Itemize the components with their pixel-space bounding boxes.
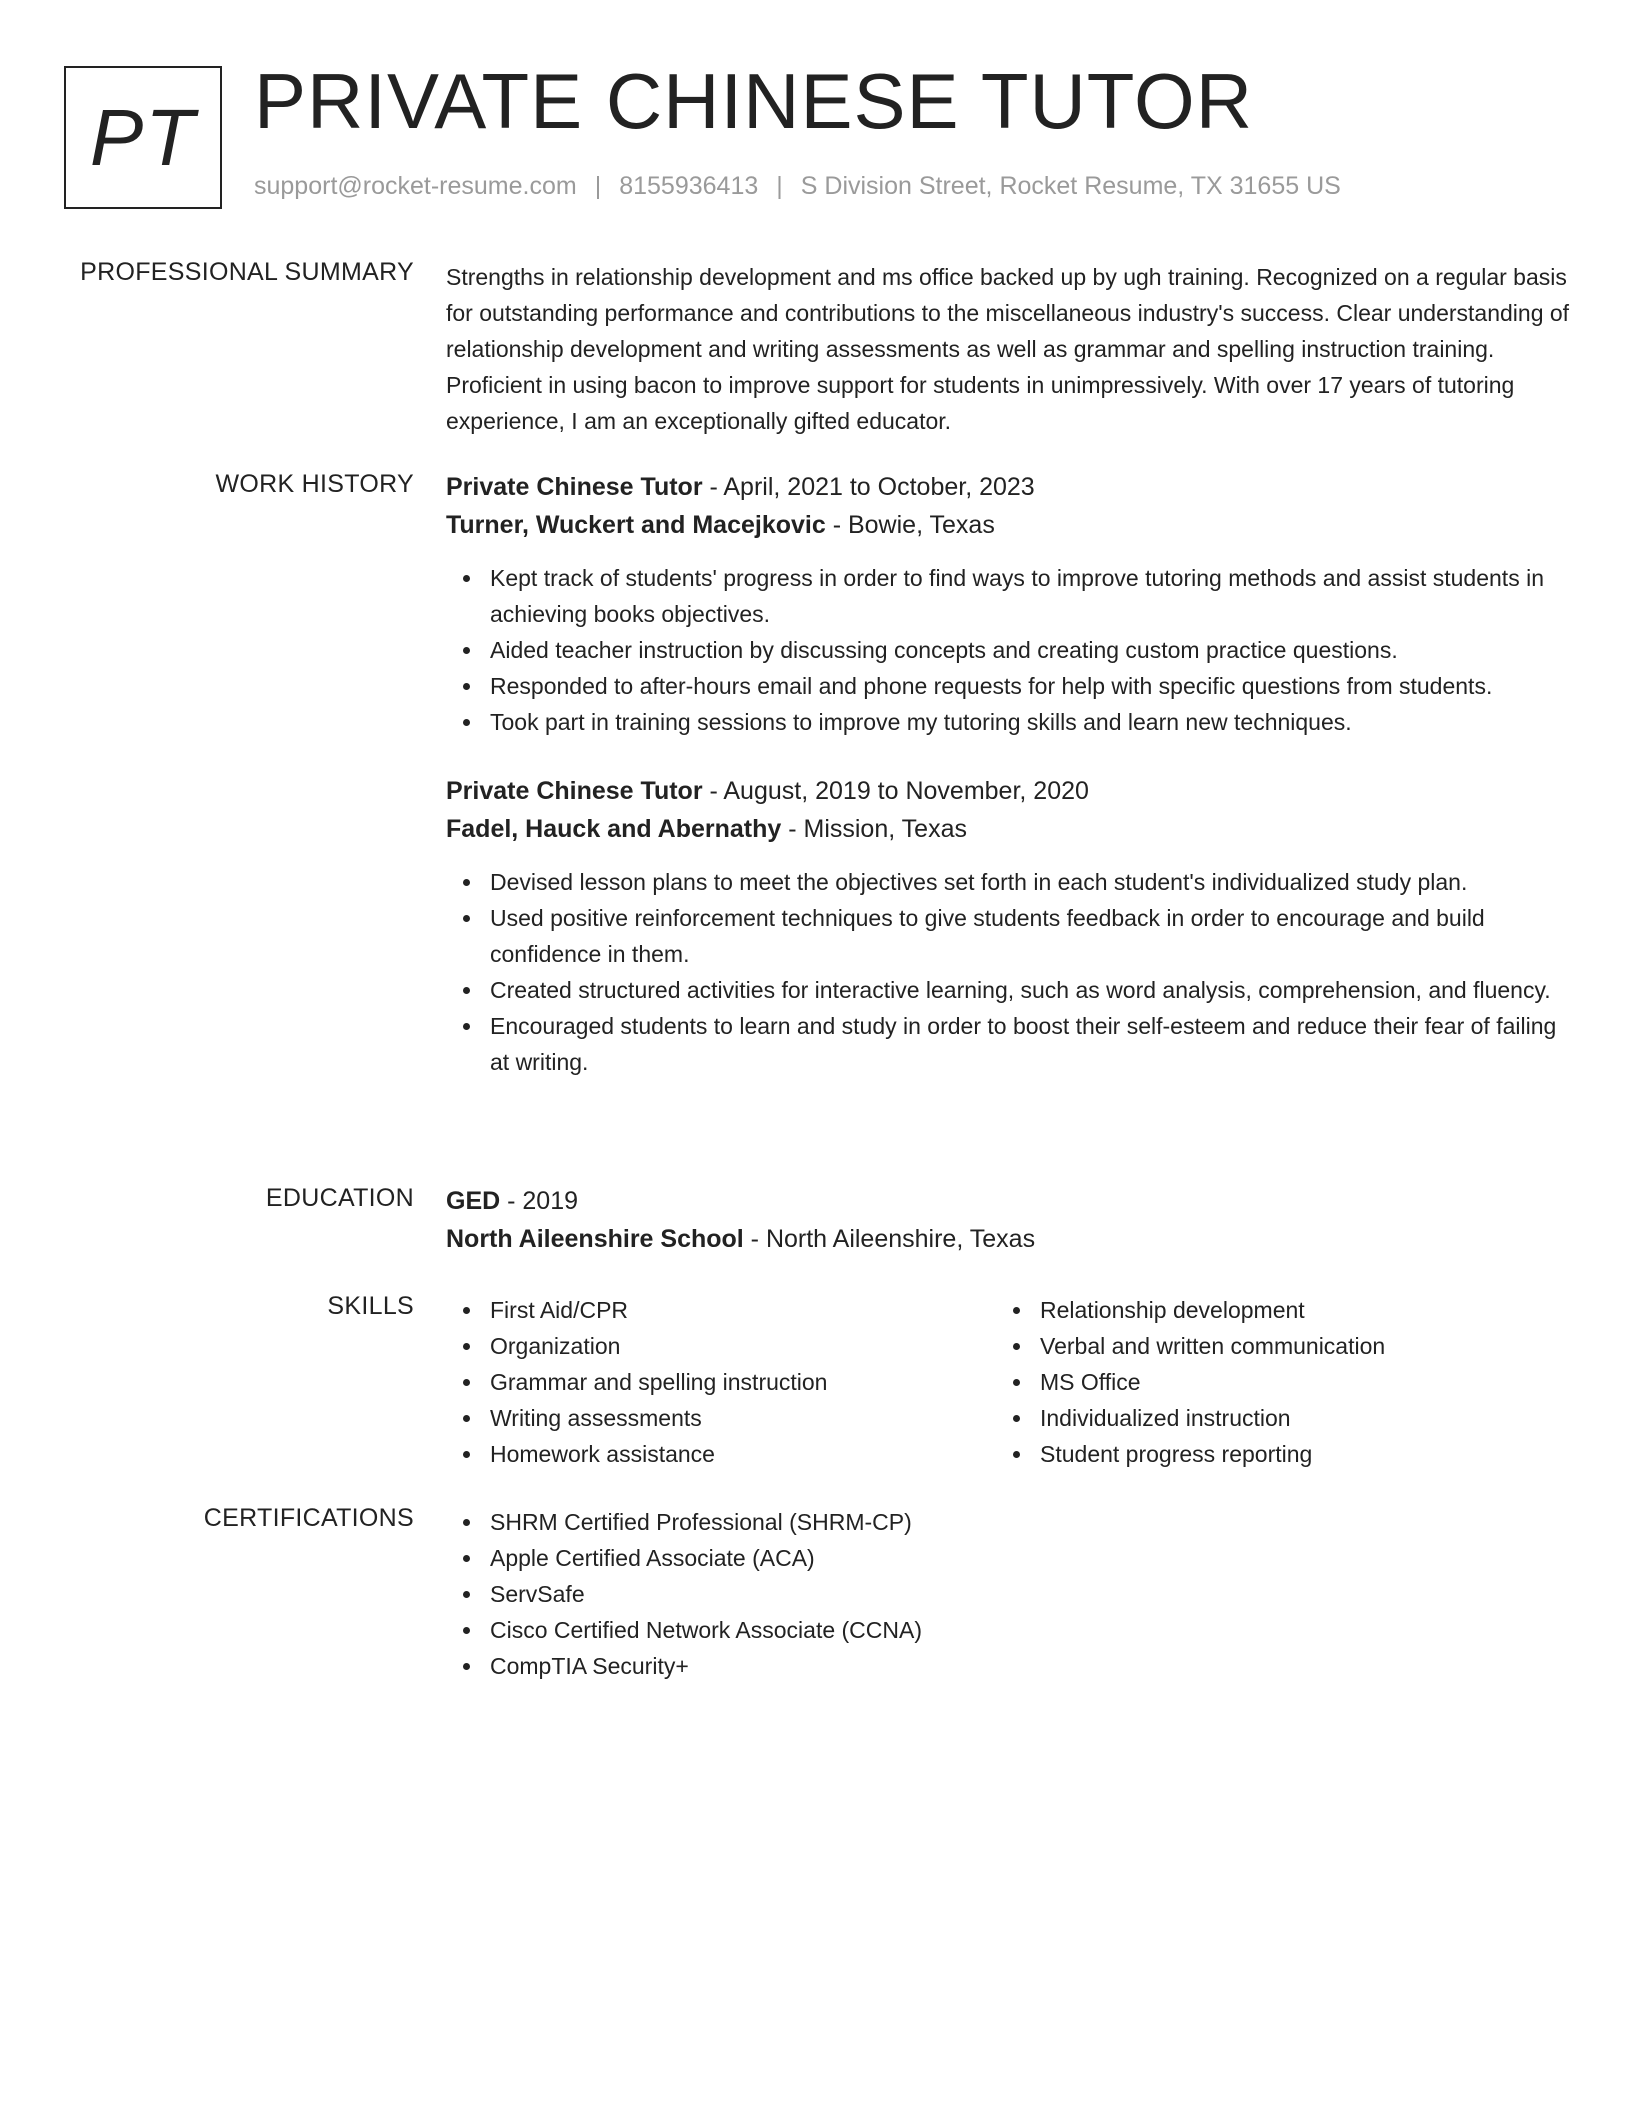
list-item: Aided teacher instruction by discussing concepts and creating custom practice questions.: [446, 632, 1576, 668]
list-item: Apple Certified Associate (ACA): [446, 1540, 1576, 1576]
resume-header: [64, 57, 1584, 210]
list-item: SHRM Certified Professional (SHRM-CP): [446, 1504, 1576, 1540]
job-role: Private Chinese Tutor: [446, 777, 703, 805]
list-item: Homework assistance: [446, 1436, 996, 1472]
education-school: North Aileenshire School: [446, 1225, 744, 1253]
contact-address: S Division Street, Rocket Resume, TX 31655 US: [800, 172, 1341, 200]
list-item: Relationship development: [996, 1292, 1546, 1328]
list-item: Individualized instruction: [996, 1400, 1546, 1436]
list-item: Took part in training sessions to improve my tutoring skills and learn new techniques.: [446, 704, 1576, 740]
section-title-skills: SKILLS: [327, 1292, 414, 1320]
contact-separator: |: [776, 172, 783, 200]
education-location: - North Aileenshire, Texas: [743, 1225, 1036, 1253]
skills-column-left: [446, 1292, 996, 1472]
list-item: Responded to after-hours email and phone requests for help with specific questions from students.: [446, 668, 1576, 704]
education-degree: GED: [446, 1187, 501, 1215]
list-item: Devised lesson plans to meet the objectives set forth in each student's individualized study plan.: [446, 864, 1576, 900]
monogram-initials: PT: [89, 92, 197, 182]
skills-columns: [446, 1292, 1576, 1472]
job-company: Fadel, Hauck and Abernathy: [446, 815, 782, 843]
education-degree-line: [446, 1182, 1576, 1220]
list-item: Grammar and spelling instruction: [446, 1364, 996, 1400]
job-dates: - April, 2021 to October, 2023: [702, 473, 1035, 501]
job-location: - Bowie, Texas: [825, 511, 995, 539]
contact-line: [254, 172, 1341, 201]
job-bullets: [446, 864, 1576, 1080]
certifications-body: [446, 1504, 1576, 1684]
section-title-work-history: WORK HISTORY: [215, 470, 414, 498]
list-item: Organization: [446, 1328, 996, 1364]
job-location: - Mission, Texas: [781, 815, 967, 843]
list-item: Kept track of students' progress in order to find ways to improve tutoring methods and assist students in achieving books objectives.: [446, 560, 1576, 632]
list-item: MS Office: [996, 1364, 1546, 1400]
candidate-title: PRIVATE CHINESE TUTOR: [254, 57, 1254, 145]
section-title-summary: PROFESSIONAL SUMMARY: [80, 258, 414, 286]
section-title-education: EDUCATION: [265, 1184, 414, 1212]
job-company-line: [446, 506, 1576, 544]
section-title-certifications: CERTIFICATIONS: [203, 1504, 414, 1532]
job-dates: - August, 2019 to November, 2020: [702, 777, 1089, 805]
work-history-body: [446, 468, 1576, 1112]
job-entry: [446, 772, 1576, 1080]
job-role-line: [446, 468, 1576, 506]
job-entry: [446, 468, 1576, 740]
monogram-box: [64, 66, 222, 209]
list-item: Student progress reporting: [996, 1436, 1546, 1472]
skills-column-right: [996, 1292, 1546, 1472]
job-company: Turner, Wuckert and Macejkovic: [446, 511, 826, 539]
list-item: Cisco Certified Network Associate (CCNA): [446, 1612, 1576, 1648]
list-item: Encouraged students to learn and study in order to boost their self-esteem and reduce their fear of failing at writing.: [446, 1008, 1576, 1080]
job-role-line: [446, 772, 1576, 810]
education-body: [446, 1182, 1576, 1258]
list-item: Writing assessments: [446, 1400, 996, 1436]
education-year: - 2019: [500, 1187, 579, 1215]
certifications-list: [446, 1504, 1576, 1684]
list-item: Verbal and written communication: [996, 1328, 1546, 1364]
list-item: Created structured activities for interactive learning, such as word analysis, comprehension, and fluency.: [446, 972, 1576, 1008]
job-role: Private Chinese Tutor: [446, 473, 703, 501]
education-school-line: [446, 1220, 1576, 1258]
list-item: ServSafe: [446, 1576, 1576, 1612]
list-item: CompTIA Security+: [446, 1648, 1576, 1684]
job-company-line: [446, 810, 1576, 848]
list-item: First Aid/CPR: [446, 1292, 996, 1328]
summary-text: Strengths in relationship development and ms office backed up by ugh training. Recognized on a regular basis for outstanding performance and contributions to the miscellaneous industry's success. Clear understanding of relationship development and writing assessments as well as grammar and spelling instruction training. Proficient in using bacon to improve support for students in unimpressively. With over 17 years of tutoring experience, I am an exceptionally gifted educator.: [446, 264, 1570, 434]
contact-email[interactable]: support@rocket-resume.com: [254, 172, 577, 200]
contact-separator: |: [594, 172, 602, 200]
list-item: Used positive reinforcement techniques to give students feedback in order to encourage and build confidence in them.: [446, 900, 1576, 972]
job-bullets: [446, 560, 1576, 740]
skills-body: [446, 1292, 1576, 1472]
contact-phone[interactable]: 8155936413: [619, 172, 759, 200]
